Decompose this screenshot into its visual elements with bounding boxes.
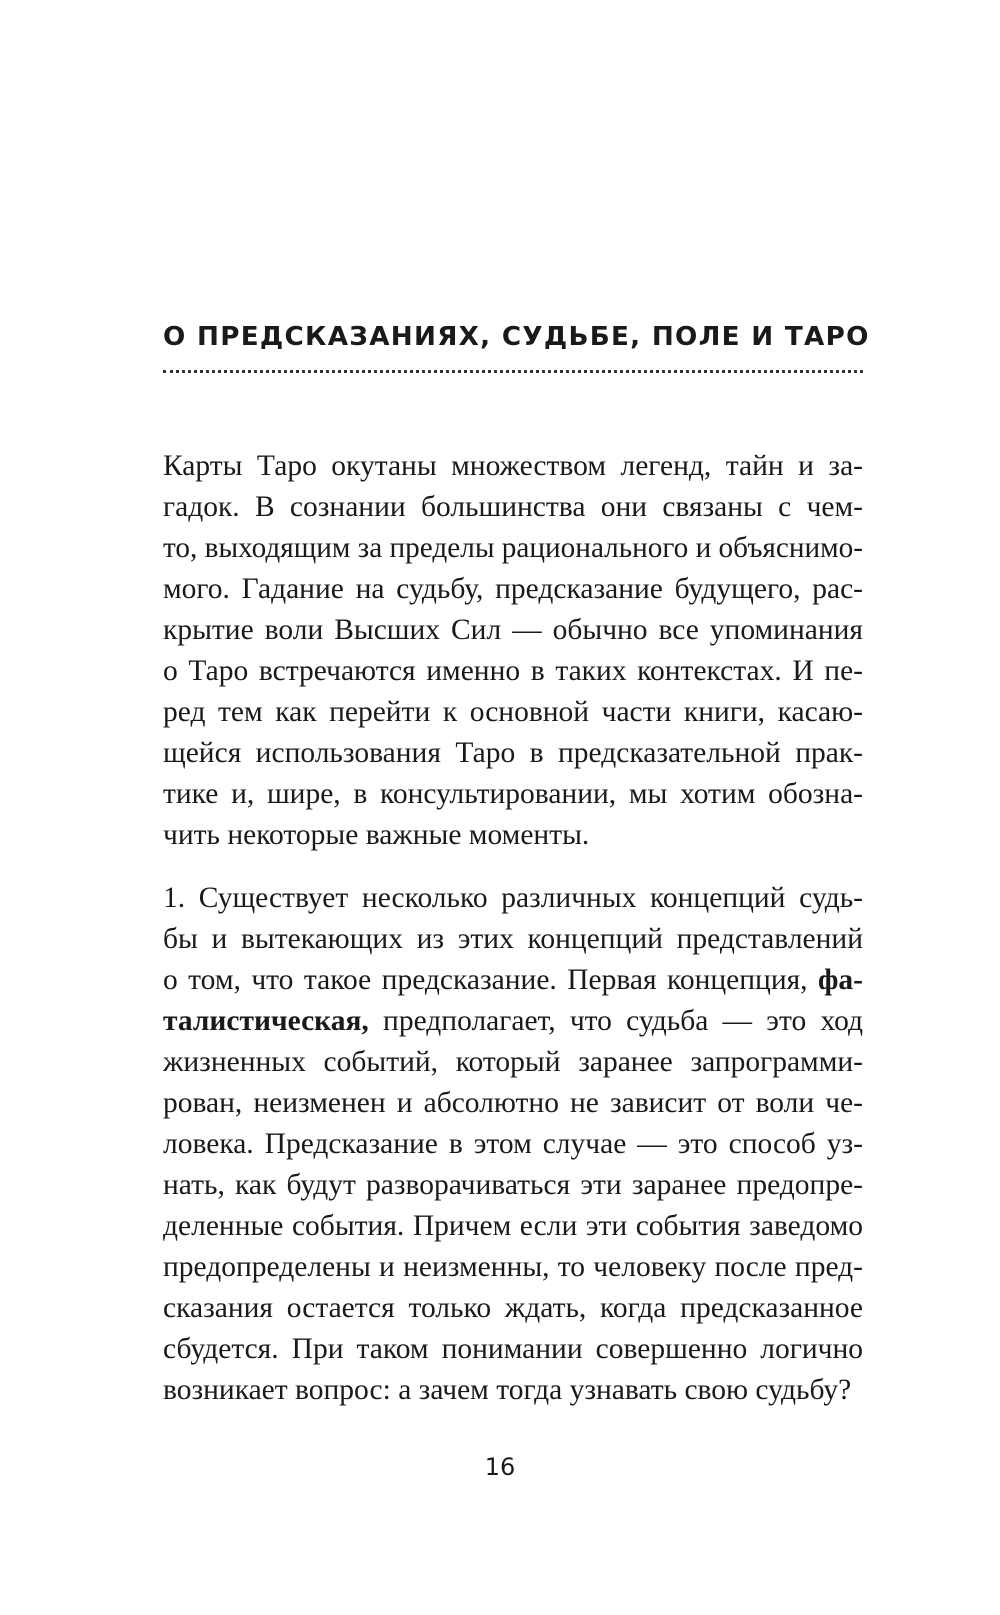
text-line: деленные события. Причем если эти события заведомо: [163, 1210, 863, 1242]
text-line: сказания остается только ждать, когда предсказанное: [163, 1292, 863, 1324]
bold-term: фа-: [818, 964, 863, 996]
text-line: 1. Существует несколько различных концепций судь-: [163, 882, 863, 914]
text-line: мого. Гадание на судьбу, предсказание будущего, рас-: [163, 573, 863, 605]
chapter-title: О ПРЕДСКАЗАНИЯХ, СУДЬБЕ, ПОЛЕ И ТАРО: [163, 322, 870, 352]
text-fragment: о том, что такое предсказание. Первая концепция,: [163, 964, 818, 996]
text-line: ловека. Предсказание в этом случае — это способ уз-: [163, 1128, 863, 1160]
text-line: Карты Таро окутаны множеством легенд, тайн и за-: [163, 450, 863, 482]
text-line: то, выходящим за пределы рационального и объяснимо-: [163, 532, 863, 564]
bold-term: талистическая,: [163, 1005, 369, 1037]
text-line: о Таро встречаются именно в таких контекстах. И пе-: [163, 655, 863, 687]
text-line: гадок. В сознании большинства они связаны с чем-: [163, 491, 863, 523]
text-line: рован, неизменен и абсолютно не зависит от воли че-: [163, 1087, 863, 1119]
text-line: крытие воли Высших Сил — обычно все упоминания: [163, 614, 863, 646]
title-dotted-rule: [163, 370, 863, 373]
text-line: предопределены и неизменны, то человеку после пред-: [163, 1251, 863, 1283]
text-line: жизненных событий, который заранее запрограмми-: [163, 1046, 863, 1078]
paragraph-intro: [163, 446, 863, 856]
text-line: ред тем как перейти к основной части книги, касаю-: [163, 696, 863, 728]
text-line: нать, как будут разворачиваться эти заранее предопре-: [163, 1169, 863, 1201]
paragraph-point-1: [163, 878, 863, 1411]
text-line: бы и вытекающих из этих концепций представлений: [163, 923, 863, 955]
text-line: тике и, шире, в консультировании, мы хотим обозна-: [163, 778, 863, 810]
text-line: [163, 960, 863, 1001]
text-line: сбудется. При таком понимании совершенно логично: [163, 1333, 863, 1365]
page-number: 16: [484, 1453, 516, 1481]
text-line: щейся использования Таро в предсказательной прак-: [163, 737, 863, 769]
text-line: [163, 1001, 863, 1042]
text-line: возникает вопрос: а зачем тогда узнавать свою судьбу?: [163, 1374, 852, 1406]
text-fragment: предполагает, что судьба — это ход: [368, 1005, 863, 1037]
text-line: чить некоторые важные моменты.: [163, 819, 590, 851]
